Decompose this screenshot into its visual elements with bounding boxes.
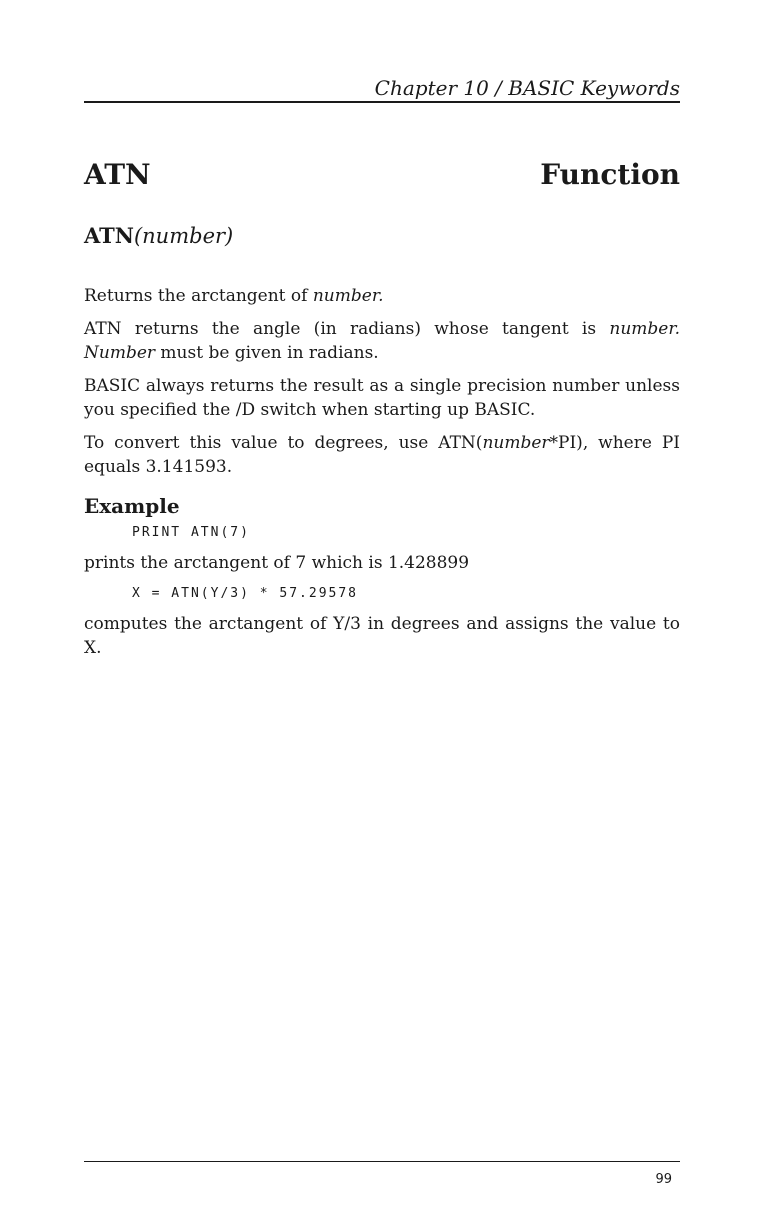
italic-span: number. [609, 319, 680, 339]
text-span: To convert this value to degrees, use ATN( [84, 433, 483, 453]
paragraph-precision: BASIC always returns the result as a single precision number unless you specified the /D switch when starting up BASIC. [84, 376, 680, 420]
syntax-keyword: ATN [84, 223, 134, 248]
paragraph-degrees [84, 431, 680, 479]
syntax-argument: (number) [133, 224, 234, 248]
keyword-title: ATN [84, 158, 151, 191]
example-explanation-2: computes the arctangent of Y/3 in degrees and assigns the value to X. [84, 614, 680, 658]
italic-span: Number [84, 343, 156, 363]
italic-span: number* [482, 433, 559, 453]
body-text [84, 284, 680, 669]
running-header: Chapter 10 / BASIC Keywords [374, 76, 680, 100]
text-span: must be given in radians. [155, 343, 379, 363]
syntax-line [84, 222, 233, 250]
example-explanation-1: prints the arctangent of 7 which is 1.428899 [84, 553, 470, 573]
keyword-type: Function [540, 158, 680, 191]
footer-rule [84, 1161, 680, 1162]
entry-title-row [84, 158, 680, 192]
manual-page [84, 0, 680, 1208]
text-span: Returns the arctangent of [84, 286, 313, 306]
text-span: PI), where PI equals 3.141593. [84, 433, 680, 477]
code-example-2: X = ATN(Y/3) * 57.29578 [132, 586, 359, 601]
italic-span: number. [312, 286, 384, 306]
page-number: 99 [655, 1172, 672, 1187]
text-span: ATN returns the angle (in radians) whose tangent is [84, 319, 610, 339]
header-rule [84, 101, 680, 103]
paragraph-description [84, 284, 680, 308]
example-heading: Example [84, 494, 180, 518]
paragraph-radians [84, 317, 680, 365]
code-example-1: PRINT ATN(7) [132, 525, 250, 540]
